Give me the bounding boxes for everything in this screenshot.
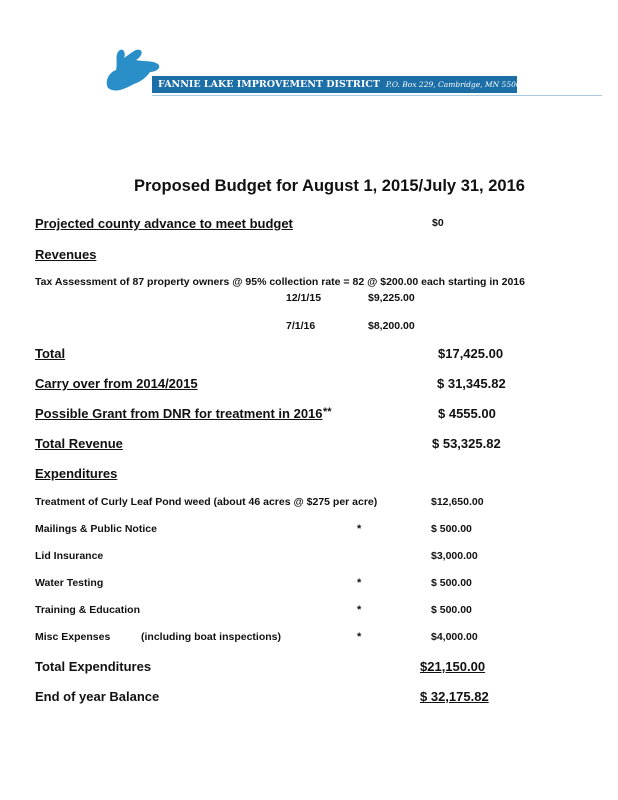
expenditures-heading: Expenditures [35, 466, 118, 481]
advance-amount: $0 [432, 217, 444, 229]
expense-amount: $4,000.00 [431, 631, 478, 643]
expense-amount: $3,000.00 [431, 550, 478, 562]
end-balance-amount: $ 32,175.82 [420, 689, 489, 704]
expense-amount: $ 500.00 [431, 604, 472, 616]
advance-label: Projected county advance to meet budget [35, 216, 293, 231]
installment-date: 7/1/16 [286, 320, 316, 332]
total-amount: $17,425.00 [438, 346, 504, 361]
total-expenditures-label: Total Expenditures [35, 659, 152, 674]
expense-label: Lid Insurance [35, 550, 104, 562]
total-revenue-label: Total Revenue [35, 436, 123, 451]
end-balance-label: End of year Balance [35, 689, 160, 704]
expense-marker: * [357, 523, 362, 535]
expense-marker: * [357, 577, 362, 589]
grant-amount: $ 4555.00 [438, 406, 496, 421]
expense-label: Treatment of Curly Leaf Pond weed (about 46 acres @ $275 per acre) [35, 496, 378, 508]
carryover-label: Carry over from 2014/2015 [35, 376, 198, 391]
expense-label: Mailings & Public Notice [35, 523, 157, 535]
installment-amount: $8,200.00 [368, 320, 415, 332]
assessment-text: Tax Assessment of 87 property owners @ 95% collection rate = 82 @ $200.00 each starting in 2016 [35, 276, 525, 288]
expense-marker: * [357, 604, 362, 616]
installment-amount: $9,225.00 [368, 292, 415, 304]
expense-marker: * [357, 631, 362, 643]
district-address: P.O. Box 229, Cambridge, MN 55008 [385, 80, 526, 89]
grant-label: Possible Grant from DNR for treatment in 2016 [35, 406, 323, 421]
letterhead-rule [152, 95, 602, 96]
installment-date: 12/1/15 [286, 292, 322, 304]
total-expenditures-amount: $21,150.00 [420, 659, 486, 674]
grant-marker: ** [323, 406, 332, 418]
page-title: Proposed Budget for August 1, 2015/July 31, 2016 [134, 177, 525, 195]
carryover-amount: $ 31,345.82 [437, 376, 506, 391]
revenues-heading: Revenues [35, 247, 97, 262]
expense-note: (including boat inspections) [141, 631, 281, 643]
total-revenue-amount: $ 53,325.82 [432, 436, 501, 451]
expense-label: Misc Expenses [35, 631, 111, 643]
total-label: Total [35, 346, 66, 361]
expense-label: Training & Education [35, 604, 141, 616]
district-name-bar [152, 76, 526, 93]
expense-amount: $12,650.00 [431, 496, 484, 508]
expense-amount: $ 500.00 [431, 523, 472, 535]
letterhead [100, 40, 526, 100]
district-name: FANNIE LAKE IMPROVEMENT DISTRICT [158, 79, 380, 90]
expense-amount: $ 500.00 [431, 577, 472, 589]
expense-label: Water Testing [35, 577, 104, 589]
